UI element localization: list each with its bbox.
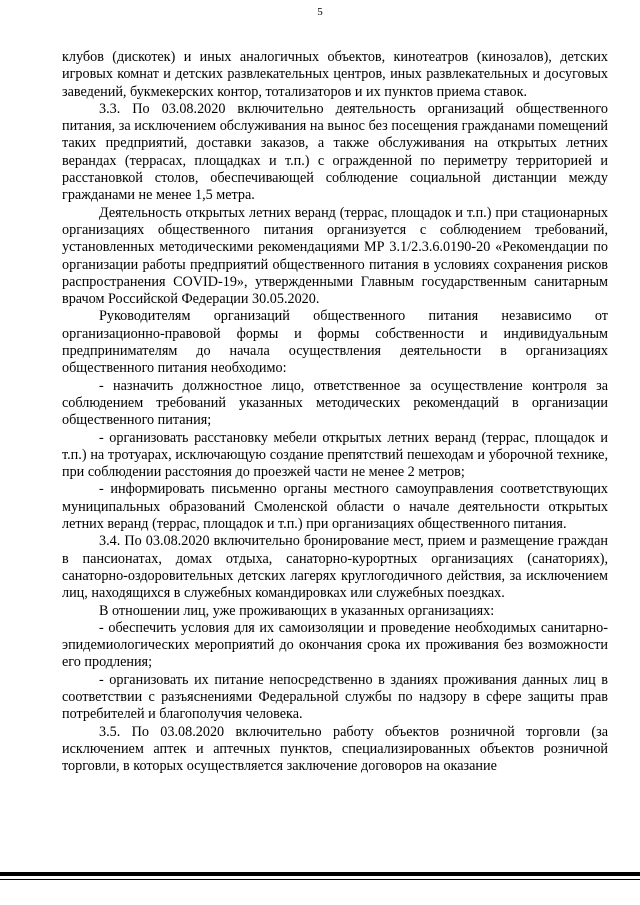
paragraph-verandas: Деятельность открытых летних веранд (террас, площадок и т.п.) при стационарных организациях общественного питания организуется с соблюдением требований, установленных методическими рекомендациями МР 3.1/2.3.6.0190-20 «Рекомендации по организации работы предприятий общественного питания в условиях сохранения рисков распространения COVID-19», утвержденными Главным государственным санитарным врачом Российской Федерации 30.05.2020. [62, 204, 608, 308]
document-body [62, 49, 608, 775]
list-item-meals: - организовать их питание непосредственно в зданиях проживания данных лиц в соответствии с разъяснениями Федеральной службы по надзору в сфере защиты прав потребителей и благополучия человека. [62, 671, 608, 723]
paragraph-3-4: 3.4. По 03.08.2020 включительно бронирование мест, прием и размещение граждан в пансионатах, домах отдыха, санаторно-курортных организациях (санаториях), санаторно-оздоровительных детских лагерях круглогодичного действия, за исключением лиц, находящихся в служебных командировках или служебных поездках. [62, 533, 608, 602]
bottom-border-thick [0, 872, 640, 876]
bottom-border-thin [0, 879, 640, 880]
list-item-inform: - информировать письменно органы местного самоуправления соответствующих муниципальных образований Смоленской области о начале деятельности открытых летних веранд (террас, площадок и т.п.) при организациях общественного питания. [62, 481, 608, 533]
paragraph-3-3: 3.3. По 03.08.2020 включительно деятельность организаций общественного питания, за исключением обслуживания на вынос без посещения гражданами помещений таких предприятий, доставки заказов, а также обслуживания на открытых летних верандах (террасах, площадках и т.п.) с огражденной по периметру территорией и расстановкой столов, обеспечивающей соблюдение социальной дистанции между гражданами не менее 1,5 метра. [62, 100, 608, 204]
paragraph-managers: Руководителям организаций общественного питания независимо от организационно-правовой формы и формы собственности и индивидуальным предпринимателям до начала осуществления деятельности в организациях общественного питания необходимо: [62, 308, 608, 377]
paragraph-residents: В отношении лиц, уже проживающих в указанных организациях: [99, 602, 495, 619]
paragraph-continuation: клубов (дискотек) и иных аналогичных объектов, кинотеатров (кинозалов), детских игровых комнат и детских развлекательных центров, иных развлекательных и досуговых заведений, букмекерских контор, тотализаторов и их пунктов приема ставок. [62, 49, 608, 100]
page-number: 5 [317, 6, 323, 18]
list-item-self-isolation: - обеспечить условия для их самоизоляции и проведение необходимых санитарно-эпидемиологических мероприятий до окончания срока их проживания без возможности его продления; [62, 619, 608, 671]
paragraph-3-5: 3.5. По 03.08.2020 включительно работу объектов розничной торговли (за исключением аптек и аптечных пунктов, специализированных объектов розничной торговли, в которых осуществляется заключение договоров на оказание [62, 723, 608, 775]
list-item-responsible-person: - назначить должностное лицо, ответственное за осуществление контроля за соблюдением требований указанных методических рекомендаций в организации общественного питания; [62, 377, 608, 429]
list-item-furniture: - организовать расстановку мебели открытых летних веранд (террас, площадок и т.п.) на тротуарах, исключающую создание препятствий пешеходам и уборочной технике, при соблюдении расстояния до проезжей части не менее 2 метров; [62, 429, 608, 481]
